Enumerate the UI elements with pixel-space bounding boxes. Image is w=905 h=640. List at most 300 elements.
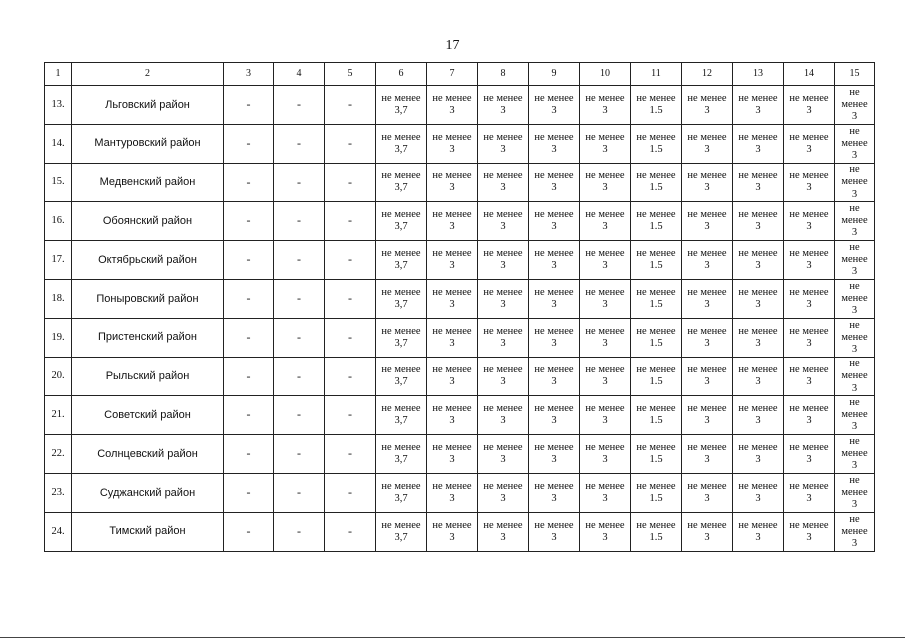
- value-label: не менее: [738, 248, 778, 260]
- value-label: не менее: [432, 286, 472, 298]
- row-number: 18.: [45, 279, 72, 318]
- value-number: 3: [851, 498, 858, 510]
- value-label: не менее: [483, 442, 523, 453]
- table-body: [45, 86, 875, 552]
- value-number: 3: [704, 143, 710, 155]
- page-bottom-rule: [0, 637, 905, 638]
- value-col-4: -: [274, 124, 325, 163]
- value-label: не менее: [636, 209, 676, 221]
- value-label: не менее: [585, 519, 625, 531]
- value-label: не менее: [381, 364, 421, 376]
- header-cell-col-13: 13: [733, 63, 784, 86]
- value-number: 3: [602, 182, 608, 194]
- value-col-4: -: [274, 512, 325, 551]
- value-col-3: -: [224, 357, 274, 396]
- value-number: 1.5: [649, 415, 663, 427]
- value-label: не менее: [738, 325, 778, 337]
- table-row: [45, 473, 875, 512]
- value-number: 3: [704, 376, 710, 388]
- value-col-6: [376, 241, 427, 280]
- value-label: не менее: [789, 364, 829, 376]
- value-label: не менее: [432, 209, 472, 221]
- value-col-5: -: [325, 318, 376, 357]
- value-col-12: [682, 512, 733, 551]
- value-label: не менее: [483, 325, 523, 337]
- value-number: 3: [449, 531, 455, 543]
- value-col-5: -: [325, 357, 376, 396]
- value-number: 3: [806, 182, 812, 194]
- value-label: не менее: [432, 480, 472, 492]
- value-number: 3: [704, 492, 710, 504]
- value-col-7: [427, 163, 478, 202]
- value-number: 3: [851, 188, 858, 200]
- value-number: 3: [806, 376, 812, 388]
- value-label: не менее: [841, 86, 868, 110]
- value-label: не менее: [636, 170, 676, 182]
- value-label: не менее: [381, 480, 421, 492]
- value-col-15: [835, 512, 875, 551]
- value-label: не менее: [789, 286, 829, 298]
- value-col-8: [478, 241, 529, 280]
- header-row: [45, 63, 875, 86]
- value-col-10: [580, 435, 631, 474]
- value-number: 3,7: [394, 298, 408, 310]
- value-label: не менее: [841, 513, 868, 537]
- value-number: 3: [806, 492, 812, 504]
- value-col-6: [376, 279, 427, 318]
- value-number: 3: [500, 182, 506, 194]
- value-number: 3: [755, 104, 761, 116]
- value-col-3: -: [224, 473, 274, 512]
- value-number: 3: [704, 454, 710, 466]
- value-label: не менее: [738, 364, 778, 376]
- value-number: 3: [500, 260, 506, 272]
- value-number: 3: [500, 415, 506, 427]
- value-col-3: -: [224, 163, 274, 202]
- value-number: 3: [449, 298, 455, 310]
- value-col-14: [784, 435, 835, 474]
- value-col-10: [580, 279, 631, 318]
- value-number: 3: [551, 531, 557, 543]
- district-name: Обоянский район: [72, 202, 224, 241]
- value-col-11: [631, 163, 682, 202]
- value-col-14: [784, 318, 835, 357]
- value-col-14: [784, 241, 835, 280]
- row-number: 17.: [45, 241, 72, 280]
- district-name: Мантуровский район: [72, 124, 224, 163]
- value-label: не менее: [687, 209, 727, 221]
- value-number: 3: [755, 376, 761, 388]
- value-number: 1.5: [649, 531, 663, 543]
- value-col-5: -: [325, 435, 376, 474]
- value-number: 3: [449, 260, 455, 272]
- value-col-11: [631, 512, 682, 551]
- value-label: не менее: [687, 131, 727, 143]
- header-cell-col-5: 5: [325, 63, 376, 86]
- value-col-11: [631, 357, 682, 396]
- value-number: 1.5: [649, 376, 663, 388]
- value-number: 3: [755, 143, 761, 155]
- value-label: не менее: [483, 480, 523, 492]
- value-number: 3: [755, 531, 761, 543]
- value-label: не менее: [585, 286, 625, 298]
- value-number: 3: [449, 143, 455, 155]
- value-col-4: -: [274, 202, 325, 241]
- value-col-14: [784, 396, 835, 435]
- value-label: не менее: [636, 325, 676, 337]
- value-col-3: -: [224, 124, 274, 163]
- value-col-3: -: [224, 241, 274, 280]
- value-number: 3: [602, 415, 608, 427]
- value-number: 3: [500, 492, 506, 504]
- value-number: 3: [851, 343, 858, 355]
- table-row: [45, 512, 875, 551]
- value-col-7: [427, 512, 478, 551]
- value-col-12: [682, 357, 733, 396]
- value-label: не менее: [687, 170, 727, 182]
- value-label: не менее: [687, 248, 727, 260]
- value-number: 3,7: [394, 260, 408, 272]
- value-col-10: [580, 241, 631, 280]
- value-col-6: [376, 357, 427, 396]
- header-cell-col-9: 9: [529, 63, 580, 86]
- value-number: 3: [449, 221, 455, 233]
- value-label: не менее: [534, 92, 574, 104]
- value-number: 3,7: [394, 182, 408, 194]
- value-number: 3: [551, 104, 557, 116]
- value-col-7: [427, 279, 478, 318]
- value-label: не менее: [534, 519, 574, 531]
- value-col-7: [427, 318, 478, 357]
- value-col-13: [733, 396, 784, 435]
- value-label: не менее: [636, 131, 676, 143]
- value-label: не менее: [738, 131, 778, 143]
- value-col-5: -: [325, 124, 376, 163]
- value-col-13: [733, 473, 784, 512]
- value-label: не менее: [534, 325, 574, 337]
- value-label: не менее: [483, 364, 523, 376]
- value-number: 3: [500, 454, 506, 466]
- value-number: 3: [755, 415, 761, 427]
- value-label: не менее: [687, 286, 727, 298]
- value-col-8: [478, 124, 529, 163]
- value-number: 3: [500, 104, 506, 116]
- value-number: 3: [806, 454, 812, 466]
- value-label: не менее: [841, 203, 868, 227]
- table-row: [45, 124, 875, 163]
- value-col-9: [529, 473, 580, 512]
- value-col-10: [580, 124, 631, 163]
- value-number: 3: [500, 221, 506, 233]
- value-col-8: [478, 357, 529, 396]
- value-col-13: [733, 86, 784, 125]
- value-col-4: -: [274, 163, 325, 202]
- value-col-4: -: [274, 396, 325, 435]
- value-col-10: [580, 357, 631, 396]
- page-number: 17: [445, 38, 460, 53]
- value-number: 3: [449, 182, 455, 194]
- value-col-8: [478, 396, 529, 435]
- value-col-4: -: [274, 473, 325, 512]
- header-cell-col-3: 3: [224, 63, 274, 86]
- value-col-13: [733, 202, 784, 241]
- value-col-11: [631, 279, 682, 318]
- value-col-3: -: [224, 279, 274, 318]
- value-number: 3,7: [394, 337, 408, 349]
- value-col-8: [478, 279, 529, 318]
- table-row: [45, 318, 875, 357]
- value-col-6: [376, 396, 427, 435]
- value-col-6: [376, 512, 427, 551]
- value-number: 3: [806, 143, 812, 155]
- table-row: [45, 202, 875, 241]
- value-number: 3: [851, 266, 858, 278]
- value-col-4: -: [274, 318, 325, 357]
- table-row: [45, 86, 875, 125]
- value-col-10: [580, 318, 631, 357]
- value-col-3: -: [224, 318, 274, 357]
- value-label: не менее: [381, 131, 421, 143]
- value-col-8: [478, 163, 529, 202]
- value-number: 3: [602, 298, 608, 310]
- value-label: не менее: [687, 92, 727, 104]
- district-name: Льговский район: [72, 86, 224, 125]
- value-col-13: [733, 163, 784, 202]
- value-col-9: [529, 202, 580, 241]
- value-label: не менее: [636, 480, 676, 492]
- value-col-12: [682, 202, 733, 241]
- value-col-11: [631, 435, 682, 474]
- value-label: не менее: [687, 442, 727, 453]
- table-row: [45, 435, 875, 474]
- header-cell-col-15: 15: [835, 63, 875, 86]
- value-col-13: [733, 435, 784, 474]
- value-col-9: [529, 163, 580, 202]
- value-label: не менее: [381, 170, 421, 182]
- table-row: [45, 163, 875, 202]
- value-label: не менее: [738, 403, 778, 415]
- value-label: не менее: [534, 364, 574, 376]
- header-cell-col-4: 4: [274, 63, 325, 86]
- value-label: не менее: [381, 325, 421, 337]
- value-number: 3: [500, 298, 506, 310]
- value-number: 3: [500, 143, 506, 155]
- value-col-13: [733, 241, 784, 280]
- value-label: не менее: [483, 209, 523, 221]
- value-label: не менее: [738, 480, 778, 492]
- value-col-15: [835, 241, 875, 280]
- value-label: не менее: [534, 286, 574, 298]
- value-col-4: -: [274, 279, 325, 318]
- value-col-10: [580, 163, 631, 202]
- value-col-5: -: [325, 241, 376, 280]
- value-col-8: [478, 202, 529, 241]
- value-number: 3,7: [394, 143, 408, 155]
- district-name: Солнцевский район: [72, 435, 224, 474]
- value-label: не менее: [738, 92, 778, 104]
- value-label: не менее: [432, 248, 472, 260]
- value-number: 3: [602, 454, 608, 466]
- value-label: не менее: [738, 170, 778, 182]
- value-label: не менее: [381, 519, 421, 531]
- row-number: 20.: [45, 357, 72, 396]
- value-col-8: [478, 473, 529, 512]
- value-col-6: [376, 86, 427, 125]
- value-number: 3: [851, 227, 858, 239]
- value-col-3: -: [224, 202, 274, 241]
- value-label: не менее: [534, 403, 574, 415]
- value-label: не менее: [534, 170, 574, 182]
- value-label: не менее: [483, 403, 523, 415]
- value-number: 3: [551, 454, 557, 466]
- value-label: не менее: [585, 364, 625, 376]
- district-name: Медвенский район: [72, 163, 224, 202]
- value-number: 3: [449, 492, 455, 504]
- value-label: не менее: [534, 480, 574, 492]
- value-label: не менее: [534, 209, 574, 221]
- value-label: не менее: [636, 286, 676, 298]
- value-col-12: [682, 279, 733, 318]
- value-label: не менее: [738, 209, 778, 221]
- value-number: 3: [755, 454, 761, 466]
- value-number: 3: [500, 337, 506, 349]
- value-col-12: [682, 124, 733, 163]
- value-number: 3: [704, 531, 710, 543]
- header-cell-col-7: 7: [427, 63, 478, 86]
- value-col-14: [784, 279, 835, 318]
- district-name: Суджанский район: [72, 473, 224, 512]
- value-number: 3: [500, 376, 506, 388]
- district-name: Поныровский район: [72, 279, 224, 318]
- value-col-7: [427, 396, 478, 435]
- value-col-13: [733, 357, 784, 396]
- value-number: 3: [551, 337, 557, 349]
- value-col-8: [478, 435, 529, 474]
- table-row: [45, 396, 875, 435]
- value-col-3: -: [224, 435, 274, 474]
- value-number: 3,7: [394, 415, 408, 427]
- value-col-7: [427, 357, 478, 396]
- value-col-12: [682, 435, 733, 474]
- value-label: не менее: [636, 248, 676, 260]
- value-col-13: [733, 124, 784, 163]
- value-col-5: -: [325, 512, 376, 551]
- value-col-9: [529, 357, 580, 396]
- value-col-5: -: [325, 396, 376, 435]
- value-number: 3: [704, 415, 710, 427]
- value-col-11: [631, 86, 682, 125]
- value-label: не менее: [636, 92, 676, 104]
- value-number: 3: [704, 298, 710, 310]
- district-name: Советский район: [72, 396, 224, 435]
- value-number: 1.5: [649, 454, 663, 466]
- table-row: [45, 357, 875, 396]
- header-cell-col-2: 2: [72, 63, 224, 86]
- value-label: не менее: [381, 209, 421, 221]
- value-col-9: [529, 124, 580, 163]
- value-number: 3: [449, 376, 455, 388]
- row-number: 19.: [45, 318, 72, 357]
- value-number: 3: [602, 221, 608, 233]
- value-label: не менее: [432, 325, 472, 337]
- value-col-15: [835, 202, 875, 241]
- value-col-5: -: [325, 86, 376, 125]
- value-number: 3: [806, 337, 812, 349]
- value-col-14: [784, 86, 835, 125]
- value-col-11: [631, 473, 682, 512]
- value-number: 3: [704, 182, 710, 194]
- value-label: не менее: [381, 403, 421, 415]
- value-col-10: [580, 473, 631, 512]
- value-label: не менее: [687, 480, 727, 492]
- table-header: [45, 63, 875, 86]
- district-name: Пристенский район: [72, 318, 224, 357]
- value-number: 3: [551, 415, 557, 427]
- value-col-7: [427, 473, 478, 512]
- value-col-15: [835, 318, 875, 357]
- value-number: 3: [806, 221, 812, 233]
- value-label: не менее: [585, 209, 625, 221]
- value-col-7: [427, 86, 478, 125]
- value-col-4: -: [274, 241, 325, 280]
- value-label: не менее: [789, 325, 829, 337]
- value-col-14: [784, 357, 835, 396]
- value-label: не менее: [841, 241, 868, 266]
- value-col-3: -: [224, 396, 274, 435]
- value-number: 3: [851, 382, 858, 394]
- value-number: 3: [602, 492, 608, 504]
- value-number: 3: [755, 221, 761, 233]
- value-number: 3: [602, 143, 608, 155]
- value-col-11: [631, 241, 682, 280]
- value-number: 1.5: [649, 298, 663, 310]
- value-col-12: [682, 86, 733, 125]
- row-number: 21.: [45, 396, 72, 435]
- value-number: 3: [602, 531, 608, 543]
- value-col-10: [580, 512, 631, 551]
- value-label: не менее: [483, 519, 523, 531]
- value-label: не менее: [432, 131, 472, 143]
- value-number: 3: [602, 260, 608, 272]
- value-label: не менее: [585, 403, 625, 415]
- row-number: 14.: [45, 124, 72, 163]
- value-label: не менее: [381, 248, 421, 260]
- value-label: не менее: [841, 164, 868, 188]
- value-col-13: [733, 512, 784, 551]
- district-name: Октябрьский район: [72, 241, 224, 280]
- district-name: Тимский район: [72, 512, 224, 551]
- value-col-4: -: [274, 86, 325, 125]
- value-col-9: [529, 241, 580, 280]
- value-col-15: [835, 357, 875, 396]
- value-label: не менее: [534, 248, 574, 260]
- value-col-5: -: [325, 279, 376, 318]
- row-number: 16.: [45, 202, 72, 241]
- value-col-15: [835, 279, 875, 318]
- value-label: не менее: [687, 364, 727, 376]
- value-number: 3: [806, 415, 812, 427]
- value-label: не менее: [585, 442, 625, 453]
- value-number: 3,7: [394, 492, 408, 504]
- value-col-14: [784, 473, 835, 512]
- value-number: 3: [806, 298, 812, 310]
- value-col-15: [835, 396, 875, 435]
- value-number: 3: [851, 537, 858, 549]
- value-number: 3: [704, 104, 710, 116]
- value-col-12: [682, 241, 733, 280]
- value-label: не менее: [381, 442, 421, 453]
- value-number: 3: [851, 149, 858, 161]
